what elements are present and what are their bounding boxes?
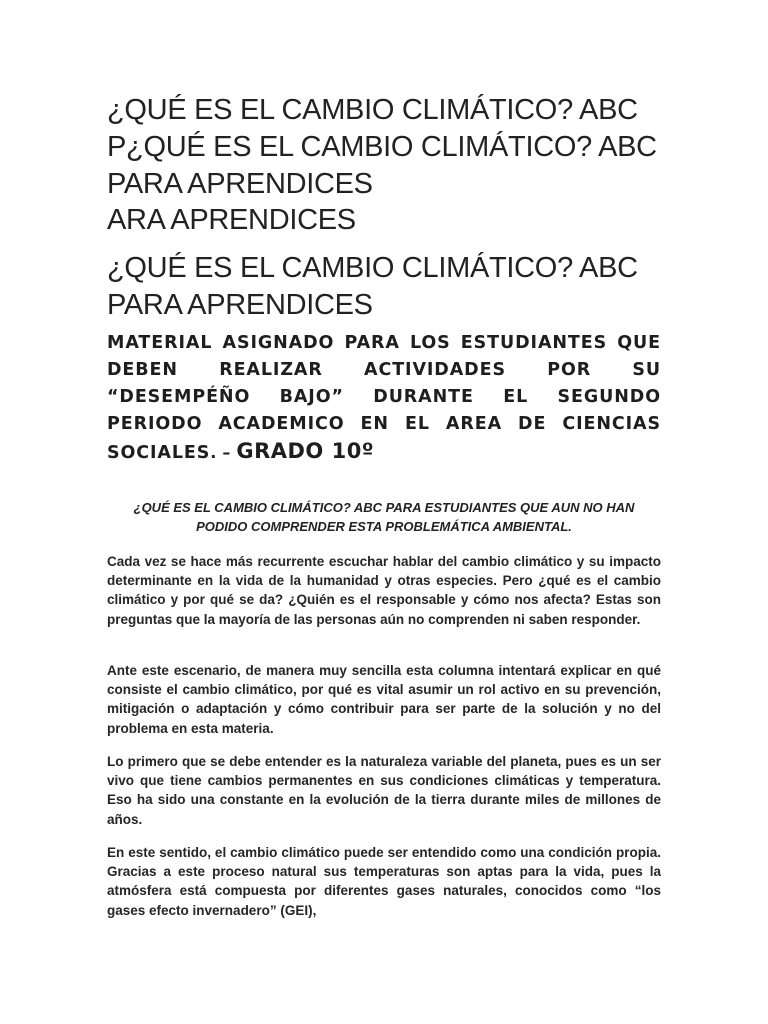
paragraph-4: En este sentido, el cambio climático puede ser entendido como una condición propia. Gracias a este proceso natural sus temperaturas son aptas para la vida, pues la atmósfera está compuesta por diferentes gases naturales, conocidos como “los gases efecto invernadero” (GEI), (107, 845, 661, 918)
grade-label: GRADO 10º (236, 439, 375, 463)
article-heading: ¿QUÉ ES EL CAMBIO CLIMÁTICO? ABC PARA ESTUDIANTES QUE AUN NO HAN PODIDO COMPRENDER ESTA PROBLEMÁTICA AMBIENTAL. (133, 500, 635, 534)
assignment-text: MATERIAL ASIGNADO PARA LOS ESTUDIANTES QUE DEBEN REALIZAR ACTIVIDADES POR SU “DESEMPÉÑO BAJO” DURANTE EL SEGUNDO PERIODO ACADEMICO EN EL AREA DE CIENCIAS SOCIALES (107, 333, 661, 463)
document-title: ¿QUÉ ES EL CAMBIO CLIMÁTICO? ABC P¿QUÉ ES EL CAMBIO CLIMÁTICO? ABC PARA APRENDICES (107, 94, 657, 200)
assignment-description (107, 330, 661, 467)
document-title-continuation: ARA APRENDICES (107, 204, 356, 236)
assignment-separator: . – (210, 443, 237, 462)
paragraph-2: Ante este escenario, de manera muy sencilla esta columna intentará explicar en qué consiste el cambio climático, por qué es vital asumir un rol activo en su prevención, mitigación o adaptación y cómo contribuir para ser parte de la solución y no del problema en esta materia. (107, 663, 661, 736)
paragraph-1: Cada vez se hace más recurrente escuchar hablar del cambio climático y su impacto determinante en la vida de la humanidad y otras especies. Pero ¿qué es el cambio climático y por qué se da? ¿Quién es el responsable y cómo nos afecta? Estas son preguntas que la mayoría de las personas aún no comprenden ni saben responder. (107, 554, 661, 627)
document-title-repeat: ¿QUÉ ES EL CAMBIO CLIMÁTICO? ABC PARA APRENDICES (107, 252, 638, 321)
paragraph-3: Lo primero que se debe entender es la naturaleza variable del planeta, pues es un ser vivo que tiene cambios permanentes en sus condiciones climáticas y temperatura. Eso ha sido una constante en la evolución de la tierra durante miles de millones de años. (107, 754, 661, 827)
